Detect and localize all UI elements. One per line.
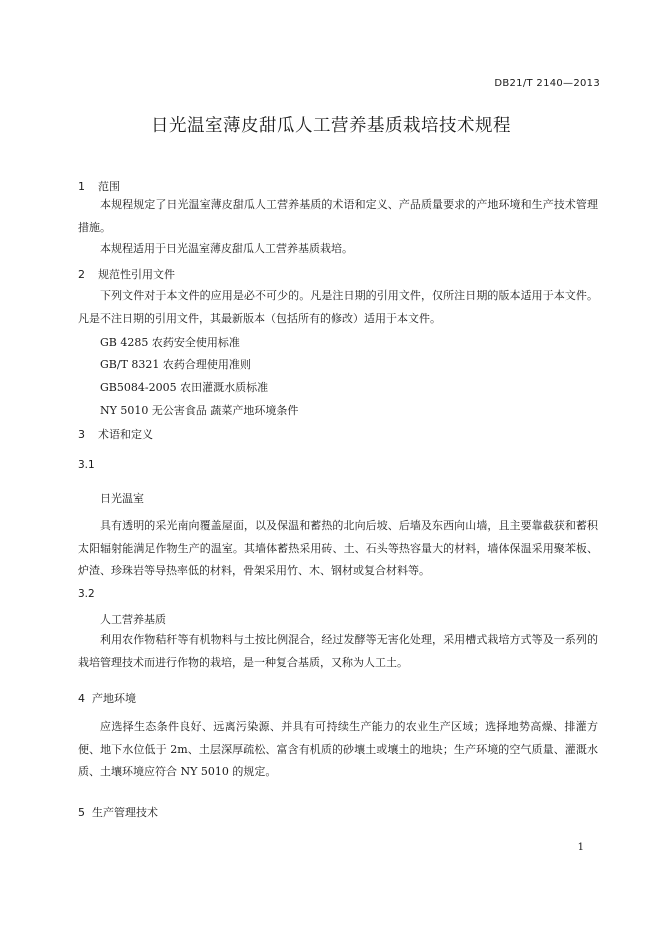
- section-title: 术语和定义: [98, 428, 153, 441]
- section-2-paragraph-1: 下列文件对于本文件的应用是必不可少的。凡是注日期的引用文件，仅所注日期的版本适用于本文件。凡是不注日期的引用文件，其最新版本（包括所有的修改）适用于本文件。: [78, 289, 598, 325]
- section-number: 3: [78, 428, 85, 441]
- reference-item: GB5084-2005 农田灌溉水质标准: [100, 381, 269, 394]
- section-number: 2: [78, 268, 85, 281]
- section-5-heading: [78, 804, 158, 820]
- reference-item: GB 4285 农药安全使用标准: [100, 336, 240, 349]
- term-3-1: 日光温室: [100, 492, 144, 505]
- section-2-heading: [78, 266, 175, 282]
- reference-item: NY 5010 无公害食品 蔬菜产地环境条件: [100, 404, 299, 417]
- section-4-paragraph-1: 应选择生态条件良好、远离污染源、并具有可持续生产能力的农业生产区域；选择地势高燥、排灌方便、地下水位低于 2m、土层深厚疏松、富含有机质的砂壤土或壤土的地块；生产环境的空气质量、灌溉水质、土壤环境应符合 NY 5010 的规定。: [78, 720, 598, 778]
- standard-code: DB21/T 2140—2013: [494, 78, 600, 89]
- section-title: 规范性引用文件: [98, 268, 175, 281]
- reference-item: GB/T 8321 农药合理使用准则: [100, 358, 251, 371]
- section-1-paragraph-1: 本规程规定了日光温室薄皮甜瓜人工营养基质的术语和定义、产品质量要求的产地环境和生产技术管理措施。: [78, 198, 598, 234]
- section-title: 产地环境: [92, 692, 136, 705]
- definition-3-2: 利用农作物秸秆等有机物料与土按比例混合，经过发酵等无害化处理，采用槽式栽培方式等及一系列的栽培管理技术而进行作物的栽培，是一种复合基质，又称为人工土。: [78, 633, 598, 669]
- term-3-2: 人工营养基质: [100, 613, 166, 626]
- section-title: 范围: [98, 180, 120, 193]
- section-3-heading: [78, 426, 153, 442]
- subsection-3-1-number: 3.1: [78, 459, 95, 471]
- section-title: 生产管理技术: [92, 806, 158, 819]
- section-1-heading: [78, 178, 120, 194]
- section-number: 1: [78, 180, 85, 193]
- section-4-heading: [78, 690, 136, 706]
- section-number: 4: [78, 692, 85, 705]
- document-title: 日光温室薄皮甜瓜人工营养基质栽培技术规程: [151, 116, 511, 136]
- section-number: 5: [78, 806, 85, 819]
- definition-3-1: 具有透明的采光南向覆盖屋面，以及保温和蓄热的北向后坡、后墙及东西向山墙，且主要靠截获和蓄积太阳辐射能满足作物生产的温室。其墙体蓄热采用砖、土、石头等热容量大的材料，墙体保温采用聚苯板、炉渣、珍珠岩等导热率低的材料，骨架采用竹、木、钢材或复合材料等。: [78, 519, 598, 577]
- page-number: 1: [577, 842, 584, 853]
- section-1-paragraph-2: 本规程适用于日光温室薄皮甜瓜人工营养基质栽培。: [100, 242, 353, 255]
- subsection-3-2-number: 3.2: [78, 588, 95, 600]
